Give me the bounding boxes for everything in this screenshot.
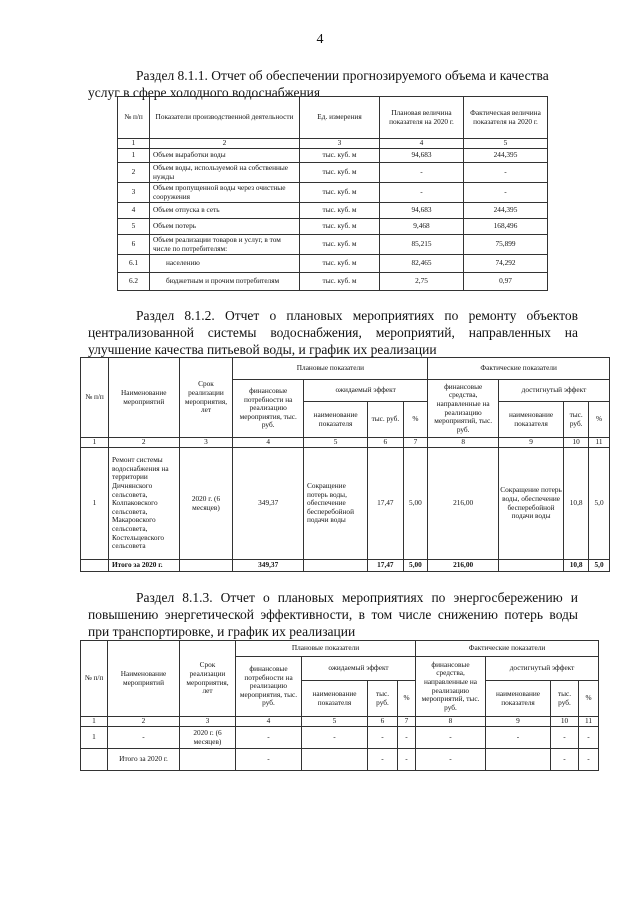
col-header: наименование показателя	[303, 402, 367, 438]
total-row	[81, 749, 599, 771]
repair-measures-table	[80, 357, 610, 572]
col-header: тыс. руб.	[368, 402, 403, 438]
col-number: 3	[179, 438, 233, 448]
cell: -	[579, 727, 599, 749]
cell: 1	[81, 448, 109, 560]
cell: 168,496	[464, 219, 548, 235]
cell: тыс. куб. м	[300, 203, 380, 219]
cell: 349,37	[233, 560, 304, 572]
col-number: 10	[551, 717, 579, 727]
col-header: Показатели производственной деятельности	[150, 97, 300, 139]
cell: Итого за 2020 г.	[108, 749, 180, 771]
col-header: тыс. руб.	[368, 681, 398, 717]
col-number: 8	[416, 717, 486, 727]
col-number: 2	[108, 717, 180, 727]
table-row	[118, 149, 548, 163]
cell	[498, 560, 563, 572]
col-header: ожидаемый эффект	[303, 380, 427, 402]
col-number: 6	[368, 717, 398, 727]
cell: 3	[118, 183, 150, 203]
cell: 244,395	[464, 149, 548, 163]
cell: -	[302, 727, 368, 749]
cell: 9,468	[380, 219, 464, 235]
cell: 2020 г. (6 месяцев)	[180, 727, 236, 749]
cell: 17,47	[368, 560, 403, 572]
col-number: 11	[579, 717, 599, 727]
table-header-row	[118, 97, 548, 139]
table-row	[118, 235, 548, 255]
col-header: Плановые показатели	[233, 358, 428, 380]
cell: Объем потерь	[150, 219, 300, 235]
col-header: достигнутый эффект	[498, 380, 609, 402]
cell: Сокращение потерь воды, обеспечение бесперебойной подачи воды	[498, 448, 563, 560]
cell: 94,683	[380, 149, 464, 163]
cell: 349,37	[233, 448, 304, 560]
col-number: 8	[428, 438, 499, 448]
cell	[302, 749, 368, 771]
cell: Объем реализации товаров и услуг, в том числе по потребителям:	[150, 235, 300, 255]
cell: -	[380, 163, 464, 183]
cell: 2020 г. (6 месяцев)	[179, 448, 233, 560]
cell: -	[464, 183, 548, 203]
cell: 1	[81, 727, 108, 749]
cell: -	[551, 727, 579, 749]
cell: Сокращение потерь воды, обеспечение бесперебойной подачи воды	[303, 448, 367, 560]
col-header: достигнутый эффект	[486, 657, 599, 681]
cell: 2	[118, 163, 150, 183]
col-header: ожидаемый эффект	[302, 657, 416, 681]
cell: 5,0	[589, 560, 610, 572]
col-header: № п/п	[81, 641, 108, 717]
cell: -	[368, 727, 398, 749]
section-8-1-2-title: Раздел 8.1.2. Отчет о плановых мероприятиях по ремонту объектов централизованной системы водоснабжения, мероприятий, направленных на улучшение качества питьевой воды, и график их реализации	[88, 308, 578, 357]
cell: 4	[118, 203, 150, 219]
table-row	[118, 219, 548, 235]
cell	[303, 560, 367, 572]
col-header: Наименование мероприятий	[109, 358, 180, 438]
col-header: финансовые средства, направленные на реализацию мероприятий, тыс. руб.	[428, 380, 499, 438]
col-number: 11	[589, 438, 610, 448]
cell: -	[551, 749, 579, 771]
cell: населению	[150, 255, 300, 273]
column-number-row	[81, 438, 610, 448]
page-number: 4	[316, 32, 324, 47]
cell: 2,75	[380, 273, 464, 291]
col-number: 1	[81, 438, 109, 448]
col-header: %	[579, 681, 599, 717]
table-row	[118, 273, 548, 291]
cell	[81, 749, 108, 771]
col-header: Фактические показатели	[416, 641, 599, 657]
cell: -	[380, 183, 464, 203]
col-header: тыс. руб.	[564, 402, 589, 438]
energy-saving-measures-table	[80, 640, 599, 771]
col-number: 5	[302, 717, 368, 727]
cell: тыс. куб. м	[300, 163, 380, 183]
cell: 75,899	[464, 235, 548, 255]
cell: 5	[118, 219, 150, 235]
cell: тыс. куб. м	[300, 219, 380, 235]
col-number: 4	[236, 717, 302, 727]
col-header: финансовые потребности на реализацию мероприятия, тыс. руб.	[236, 657, 302, 717]
cell	[81, 560, 109, 572]
cell: -	[108, 727, 180, 749]
col-number: 7	[403, 438, 428, 448]
col-number: 3	[180, 717, 236, 727]
col-header: финансовые потребности на реализацию мероприятия, тыс. руб.	[233, 380, 304, 438]
column-number-row	[81, 717, 599, 727]
col-number: 6	[368, 438, 403, 448]
cell: -	[398, 749, 416, 771]
total-row	[81, 560, 610, 572]
col-header: Срок реализации мероприятия, лет	[180, 641, 236, 717]
col-number: 4	[380, 139, 464, 149]
table-row	[81, 727, 599, 749]
col-header: наименование показателя	[498, 402, 563, 438]
col-number: 5	[303, 438, 367, 448]
cell: 216,00	[428, 448, 499, 560]
col-header: № п/п	[118, 97, 150, 139]
col-header: финансовые средства, направленные на реализацию мероприятий, тыс. руб.	[416, 657, 486, 717]
cell: Ремонт системы водоснабжения на территории Дичнянского сельсовета, Колпаковского сельсовета, Макаровского сельсовета, Костельцевского сельсовета	[109, 448, 180, 560]
cell: тыс. куб. м	[300, 255, 380, 273]
section-8-1-1-title: Раздел 8.1.1. Отчет об обеспечении прогнозируемого объема и качества услуг в сфере холодного водоснабжения	[88, 68, 549, 100]
cell: 5,0	[589, 448, 610, 560]
col-number: 5	[464, 139, 548, 149]
cell: 6	[118, 235, 150, 255]
col-header: наименование показателя	[302, 681, 368, 717]
cell: бюджетным и прочим потребителям	[150, 273, 300, 291]
col-number: 9	[486, 717, 551, 727]
cell: 216,00	[428, 560, 499, 572]
cell: тыс. куб. м	[300, 183, 380, 203]
section-8-1-3-title: Раздел 8.1.3. Отчет о плановых мероприятиях по энергосбережению и повышению энергетической эффективности, в том числе снижению потерь воды при транспортировке, и график их реализации	[88, 590, 578, 639]
cell: 5,00	[403, 448, 428, 560]
cell: 1	[118, 149, 150, 163]
cell: 74,292	[464, 255, 548, 273]
col-number: 2	[109, 438, 180, 448]
cell: -	[236, 727, 302, 749]
col-number: 10	[564, 438, 589, 448]
table-row	[118, 183, 548, 203]
col-header: %	[403, 402, 428, 438]
col-number: 2	[150, 139, 300, 149]
col-header: № п/п	[81, 358, 109, 438]
cell: Объем отпуска в сеть	[150, 203, 300, 219]
table-row	[81, 448, 610, 560]
cell: 5,00	[403, 560, 428, 572]
cell: тыс. куб. м	[300, 235, 380, 255]
cell: 6.2	[118, 273, 150, 291]
col-header: Наименование мероприятий	[108, 641, 180, 717]
column-number-row	[118, 139, 548, 149]
table-row	[118, 203, 548, 219]
cell: -	[416, 749, 486, 771]
cell: 10,8	[564, 448, 589, 560]
col-number: 3	[300, 139, 380, 149]
cell	[180, 749, 236, 771]
cell: 17,47	[368, 448, 403, 560]
cell: 94,683	[380, 203, 464, 219]
cell: тыс. куб. м	[300, 273, 380, 291]
col-header: Плановая величина показателя на 2020 г.	[380, 97, 464, 139]
col-header: тыс. руб.	[551, 681, 579, 717]
col-number: 1	[118, 139, 150, 149]
col-header: Срок реализации мероприятия, лет	[179, 358, 233, 438]
cell: 6.1	[118, 255, 150, 273]
col-number: 1	[81, 717, 108, 727]
cell: 85,215	[380, 235, 464, 255]
cell	[179, 560, 233, 572]
water-supply-indicators-table	[117, 96, 548, 291]
col-header: Фактическая величина показателя на 2020 г.	[464, 97, 548, 139]
col-header: %	[589, 402, 610, 438]
cell: 0,97	[464, 273, 548, 291]
table-row	[118, 163, 548, 183]
col-number: 4	[233, 438, 304, 448]
cell: Объем выработки воды	[150, 149, 300, 163]
cell: Объем пропущенной воды через очистные сооружения	[150, 183, 300, 203]
cell: -	[236, 749, 302, 771]
col-header: %	[398, 681, 416, 717]
cell: -	[416, 727, 486, 749]
cell: -	[486, 727, 551, 749]
table-row	[118, 255, 548, 273]
cell: -	[398, 727, 416, 749]
cell: -	[579, 749, 599, 771]
cell: 82,465	[380, 255, 464, 273]
col-number: 7	[398, 717, 416, 727]
cell: Объем воды, используемой на собственные нужды	[150, 163, 300, 183]
cell: -	[368, 749, 398, 771]
cell: Итого за 2020 г.	[109, 560, 180, 572]
cell: -	[464, 163, 548, 183]
cell: тыс. куб. м	[300, 149, 380, 163]
cell	[486, 749, 551, 771]
col-header: наименование показателя	[486, 681, 551, 717]
col-header: Фактические показатели	[428, 358, 610, 380]
col-header: Плановые показатели	[236, 641, 416, 657]
col-header: Ед. измерения	[300, 97, 380, 139]
col-number: 9	[498, 438, 563, 448]
cell: 10,8	[564, 560, 589, 572]
cell: 244,395	[464, 203, 548, 219]
